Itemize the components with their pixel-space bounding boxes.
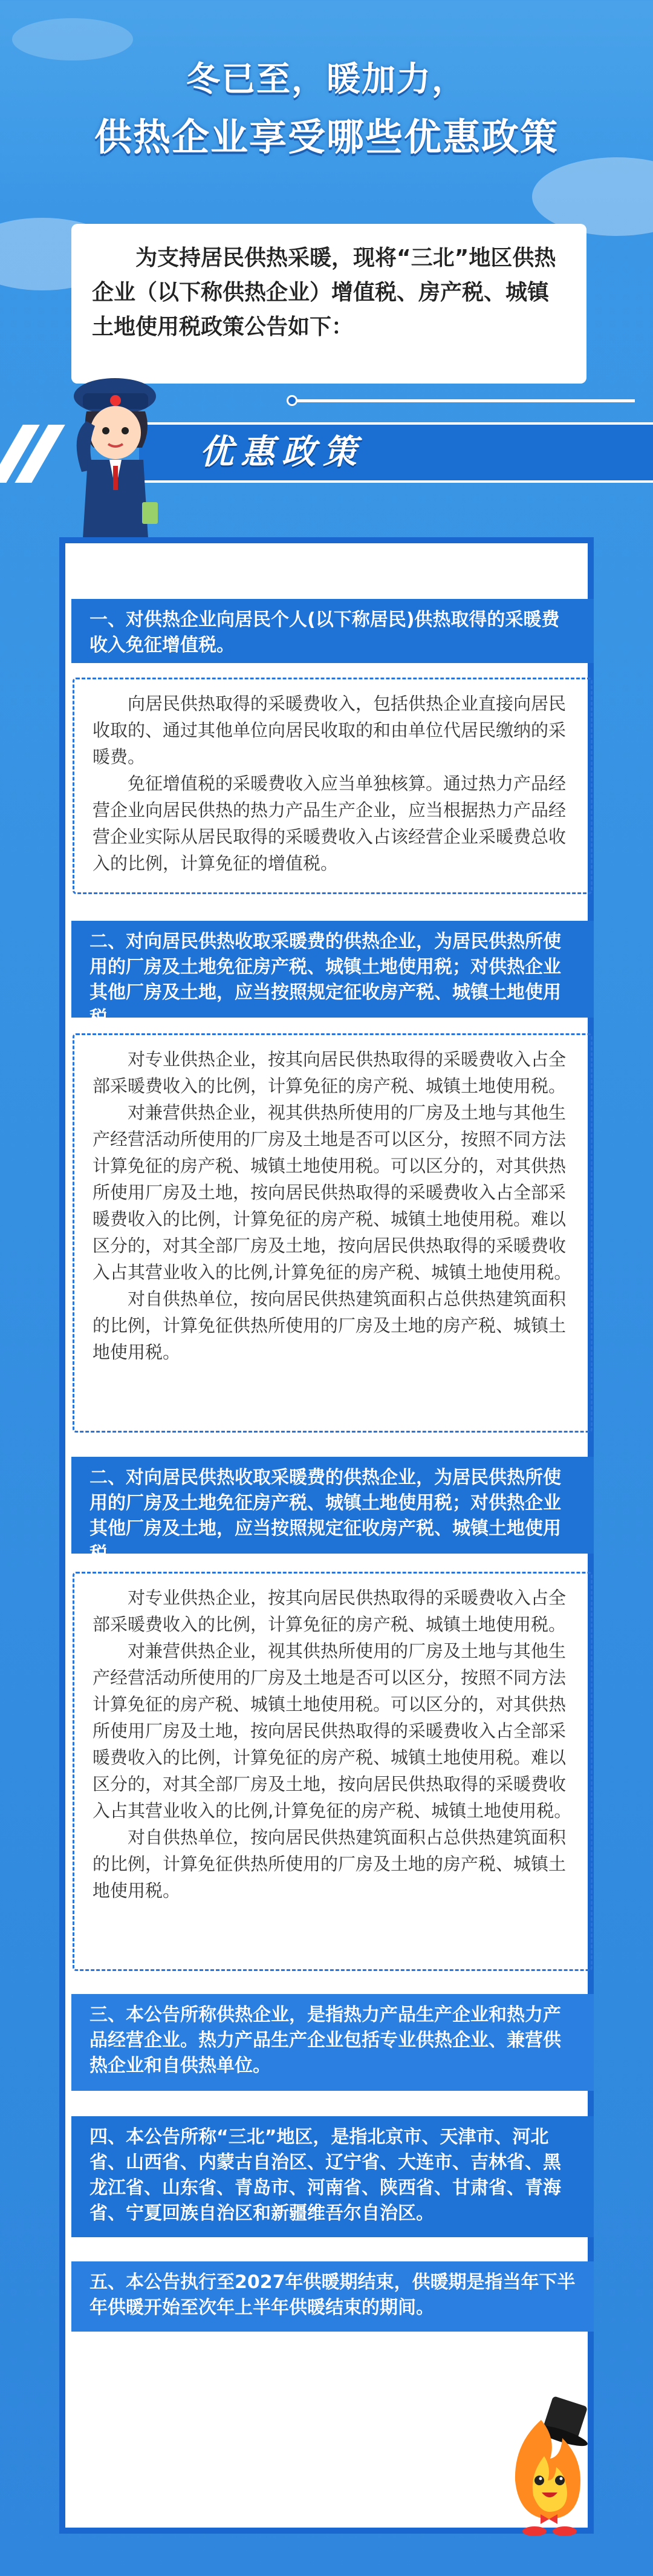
policy-panel (59, 537, 594, 2534)
section-heading: 二、对向居民供热收取采暖费的供热企业，为居民供热所使用的厂房及土地免征房产税、城镇土地使用税；对供热企业其他厂房及土地，应当按照规定征收房产税、城镇土地使用税。 (71, 921, 594, 1018)
section-body (73, 1033, 593, 1433)
paragraph: 对专业供热企业，按其向居民供热取得的采暖费收入占全部采暖费收入的比例，计算免征的房产税、城镇土地使用税。 (93, 1587, 567, 1635)
paragraph: 免征增值税的采暖费收入应当单独核算。通过热力产品经营企业向居民供热的热力产品生产企业，应当根据热力产品经营企业实际从居民取得的采暖费收入占该经营企业采暖费总收入的比例，计算免征的增值税。 (93, 773, 567, 874)
paragraph: 对专业供热企业，按其向居民供热取得的采暖费收入占全部采暖费收入的比例，计算免征的房产税、城镇土地使用税。 (93, 1049, 567, 1096)
paragraph: 对自供热单位，按向居民供热建筑面积占总供热建筑面积的比例，计算免征供热所使用的厂房及土地的房产税、城镇土地使用税。 (93, 1289, 567, 1362)
section-heading: 一、对供热企业向居民个人(以下称居民)供热取得的采暖费收入免征增值税。 (71, 599, 594, 663)
paragraph: 对兼营供热企业，视其供热所使用的厂房及土地与其他生产经营活动所使用的厂房及土地是否可以区分，按照不同方法计算免征的房产税、城镇土地使用税。可以区分的，对其供热所使用厂房及土地，按向居民供热取得的采暖费收入占全部采暖费收入的比例，计算免征的房产税、城镇土地使用税。难以区分的，对其全部厂房及土地，按向居民供热取得的采暖费收入占其营业收入的比例,计算免征的房产税、城镇土地使用税。 (93, 1641, 572, 1821)
paragraph: 对兼营供热企业，视其供热所使用的厂房及土地与其他生产经营活动所使用的厂房及土地是否可以区分，按照不同方法计算免征的房产税、城镇土地使用税。可以区分的，对其供热所使用厂房及土地，按向居民供热取得的采暖费收入占全部采暖费收入的比例，计算免征的房产税、城镇土地使用税。难以区分的，对其全部厂房及土地，按向居民供热取得的采暖费收入占其营业收入的比例,计算免征的房产税、城镇土地使用税。 (93, 1102, 572, 1283)
divider-dot (287, 395, 297, 406)
title-line-1: 冬已至，暖加力， (186, 59, 467, 99)
page-title (0, 51, 653, 168)
section-body (73, 678, 593, 894)
fire-mascot-icon (490, 2396, 605, 2541)
section-heading: 二、对向居民供热收取采暖费的供热企业，为居民供热所使用的厂房及土地免征房产税、城镇土地使用税；对供热企业其他厂房及土地，应当按照规定征收房产税、城镇土地使用税。 (71, 1457, 594, 1554)
intro-card (71, 224, 586, 384)
title-line-2: 供热企业享受哪些优惠政策 (94, 115, 559, 159)
paragraph: 向居民供热取得的采暖费收入，包括供热企业直接向居民收取的、通过其他单位向居民收取的和由单位代居民缴纳的采暖费。 (93, 693, 567, 767)
divider (296, 399, 635, 402)
intro-text: 为支持居民供热采暖，现将“三北”地区供热企业（以下称供热企业）增值税、房产税、城镇土地使用税政策公告如下： (92, 246, 556, 339)
section-heading: 三、本公告所称供热企业，是指热力产品生产企业和热力产品经营企业。热力产品生产企业包括专业供热企业、兼营供热企业和自供热单位。 (71, 1994, 594, 2091)
banner-title: 优惠政策 (200, 433, 364, 472)
paragraph: 对自供热单位，按向居民供热建筑面积占总供热建筑面积的比例，计算免征供热所使用的厂房及土地的房产税、城镇土地使用税。 (93, 1827, 567, 1901)
section-body (73, 1572, 593, 1971)
section-heading: 四、本公告所称“三北”地区，是指北京市、天津市、河北省、山西省、内蒙古自治区、辽宁省、大连市、吉林省、黑龙江省、山东省、青岛市、河南省、陕西省、甘肃省、青海省、宁夏回族自治区和新疆维吾尔自治区。 (71, 2116, 594, 2237)
section-heading: 五、本公告执行至2027年供暖期结束，供暖期是指当年下半年供暖开始至次年上半年供暖结束的期间。 (71, 2261, 594, 2332)
